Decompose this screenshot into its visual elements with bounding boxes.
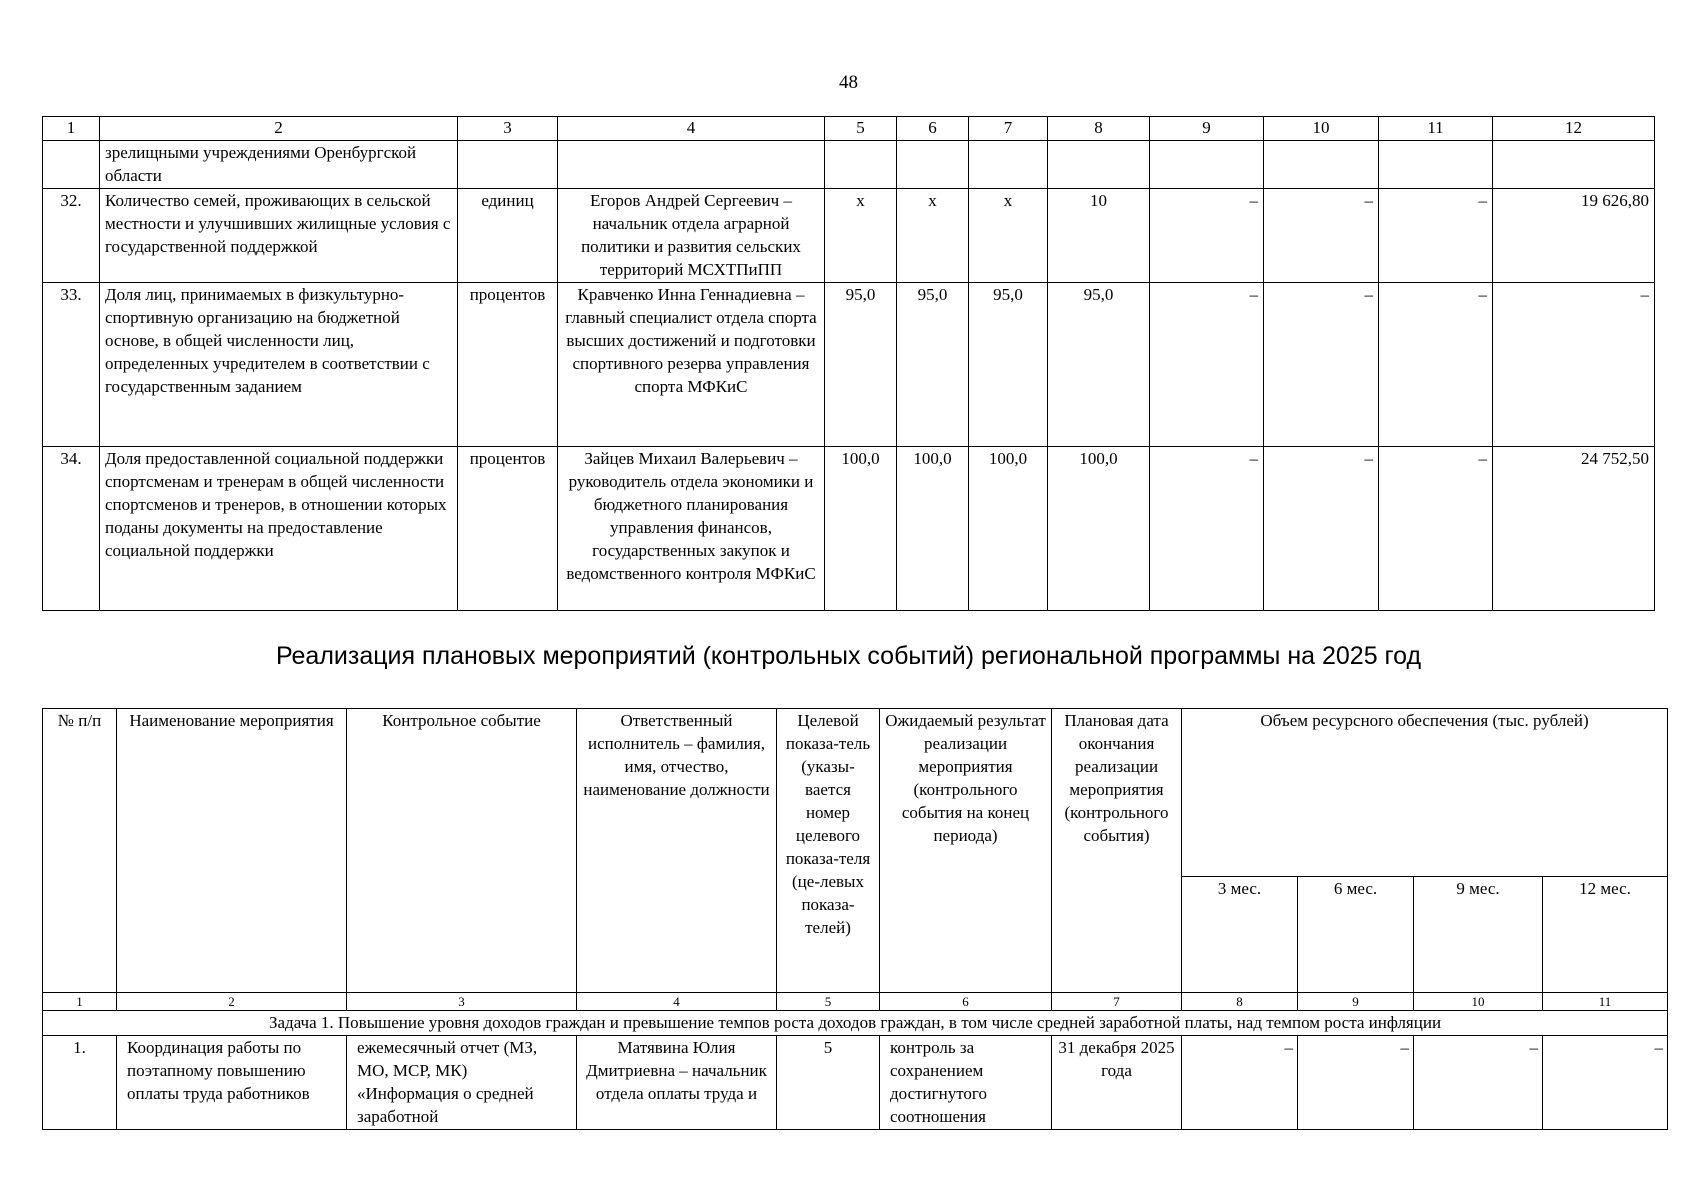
page-number: 48 <box>839 72 858 93</box>
col-number: 6 <box>897 117 969 141</box>
col-number: 11 <box>1379 117 1493 141</box>
col-number: 3 <box>458 117 558 141</box>
section-title: Реализация плановых мероприятий (контрольных событий) региональной программы на 2025 год <box>275 642 1422 670</box>
value-cell: 95,0 <box>969 283 1048 447</box>
indicator-name: Количество семей, проживающих в сельской местности и улучшивших жилищные условия с государственной поддержкой <box>100 189 458 283</box>
responsible: Кравченко Инна Геннадиевна – главный специалист отдела спорта высших достижений и подготовки спортивного резерва управления спорта МФКиС <box>558 283 825 447</box>
col-number: 8 <box>1048 117 1150 141</box>
value-cell: – <box>1264 447 1379 611</box>
col-number: 2 <box>117 993 347 1011</box>
row-number: 34. <box>43 447 100 611</box>
target-indicator: 5 <box>777 1036 880 1130</box>
col-number: 11 <box>1543 993 1668 1011</box>
value-cell: – <box>1182 1036 1298 1130</box>
header-date: Плановая дата окончания реализации мероприятия (контрольного события) <box>1052 709 1182 993</box>
control-event: ежемесячный отчет (МЗ, МО, МСР, МК) «Информация о средней заработной <box>347 1036 577 1130</box>
header-event: Контрольное событие <box>347 709 577 993</box>
expected-result: контроль за сохранением достигнутого соотношения <box>880 1036 1052 1130</box>
header-3-months: 3 мес. <box>1182 877 1298 993</box>
indicator-name: Доля лиц, принимаемых в физкультурно-спортивную организацию на бюджетной основе, в общей численности лиц, определенных учредителем в соответствии с государственным заданием <box>100 283 458 447</box>
table-header-row <box>43 709 1668 877</box>
unit: единиц <box>458 189 558 283</box>
col-number: 1 <box>43 117 100 141</box>
value-cell: – <box>1379 447 1493 611</box>
indicator-name: зрелищными учреждениями Оренбургской области <box>100 141 458 189</box>
value-cell: 100,0 <box>825 447 897 611</box>
responsible: Матявина Юлия Дмитриевна – начальник отдела оплаты труда и <box>577 1036 777 1130</box>
header-name: Наименование мероприятия <box>117 709 347 993</box>
col-number: 4 <box>558 117 825 141</box>
header-12-months: 12 мес. <box>1543 877 1668 993</box>
responsible: Егоров Андрей Сергеевич – начальник отдела аграрной политики и развития сельских территорий МСХТПиПП <box>558 189 825 283</box>
header-6-months: 6 мес. <box>1298 877 1414 993</box>
indicator-name: Доля предоставленной социальной поддержки спортсменам и тренерам в общей численности спортсменов и тренеров, в отношении которых поданы документы на предоставление социальной поддержки <box>100 447 458 611</box>
row-number: 32. <box>43 189 100 283</box>
col-number: 5 <box>825 117 897 141</box>
header-target: Целевой показа-тель (указы-вается номер целевого показа-теля (це-левых показа-телей) <box>777 709 880 993</box>
col-number: 12 <box>1493 117 1655 141</box>
value-cell: 10 <box>1048 189 1150 283</box>
header-responsible: Ответственный исполнитель – фамилия, имя, отчество, наименование должности <box>577 709 777 993</box>
value-cell: – <box>1543 1036 1668 1130</box>
responsible: Зайцев Михаил Валерьевич – руководитель отдела экономики и бюджетного планирования управления финансов, государственных закупок и ведомственного контроля МФКиС <box>558 447 825 611</box>
header-9-months: 9 мес. <box>1414 877 1543 993</box>
indicators-table <box>42 116 1655 611</box>
value-cell: 100,0 <box>897 447 969 611</box>
col-number: 7 <box>1052 993 1182 1011</box>
table-row <box>43 141 1655 189</box>
task-row <box>43 1011 1668 1036</box>
value-cell: – <box>1150 447 1264 611</box>
task-title: Задача 1. Повышение уровня доходов граждан и превышение темпов роста доходов граждан, в том числе средней заработной платы, над темпом роста инфляции <box>43 1011 1668 1036</box>
row-number: 1. <box>43 1036 117 1130</box>
unit: процентов <box>458 283 558 447</box>
value-cell: – <box>1493 283 1655 447</box>
col-number: 9 <box>1298 993 1414 1011</box>
header-num: № п/п <box>43 709 117 993</box>
value-cell: – <box>1264 189 1379 283</box>
col-number: 9 <box>1150 117 1264 141</box>
value-cell: х <box>897 189 969 283</box>
value-cell: 95,0 <box>825 283 897 447</box>
col-number: 4 <box>577 993 777 1011</box>
value-cell: 100,0 <box>1048 447 1150 611</box>
value-cell: – <box>1298 1036 1414 1130</box>
header-result: Ожидаемый результат реализации мероприятия (контрольного события на конец периода) <box>880 709 1052 993</box>
col-number: 10 <box>1264 117 1379 141</box>
col-number: 2 <box>100 117 458 141</box>
value-cell: 24 752,50 <box>1493 447 1655 611</box>
header-resources: Объем ресурсного обеспечения (тыс. рублей) <box>1182 709 1668 877</box>
value-cell: – <box>1379 189 1493 283</box>
col-number: 10 <box>1414 993 1543 1011</box>
table-header-row <box>43 117 1655 141</box>
value-cell: 100,0 <box>969 447 1048 611</box>
row-number: 33. <box>43 283 100 447</box>
col-number: 5 <box>777 993 880 1011</box>
value-cell: х <box>825 189 897 283</box>
col-number: 6 <box>880 993 1052 1011</box>
value-cell: – <box>1150 189 1264 283</box>
value-cell: – <box>1414 1036 1543 1130</box>
table-row <box>43 447 1655 611</box>
col-number: 8 <box>1182 993 1298 1011</box>
planned-date: 31 декабря 2025 года <box>1052 1036 1182 1130</box>
events-table <box>42 708 1668 1130</box>
table-row <box>43 189 1655 283</box>
value-cell: 19 626,80 <box>1493 189 1655 283</box>
table-row <box>43 1036 1668 1130</box>
col-number: 7 <box>969 117 1048 141</box>
value-cell: – <box>1379 283 1493 447</box>
unit: процентов <box>458 447 558 611</box>
value-cell: х <box>969 189 1048 283</box>
col-number: 1 <box>43 993 117 1011</box>
col-number: 3 <box>347 993 577 1011</box>
activity-name: Координация работы по поэтапному повышению оплаты труда работников <box>117 1036 347 1130</box>
column-numbers-row <box>43 993 1668 1011</box>
value-cell: – <box>1264 283 1379 447</box>
value-cell: 95,0 <box>1048 283 1150 447</box>
table-row <box>43 283 1655 447</box>
value-cell: 95,0 <box>897 283 969 447</box>
value-cell: – <box>1150 283 1264 447</box>
